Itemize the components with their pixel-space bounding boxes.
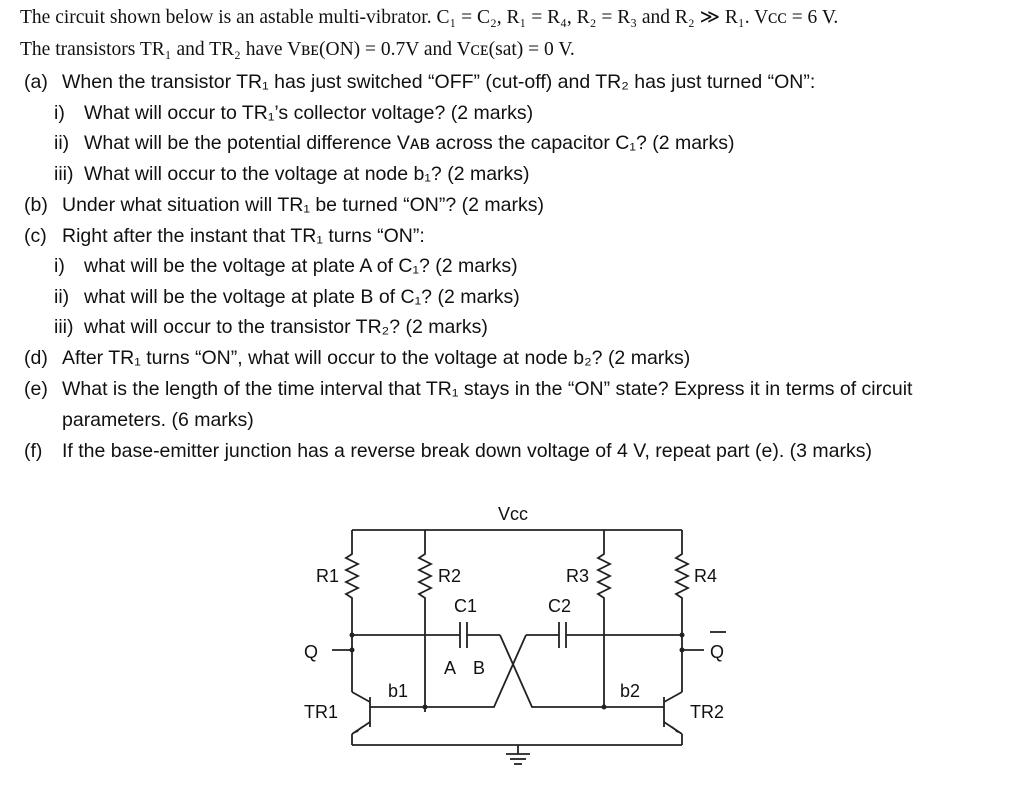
- c1-label: C1: [454, 596, 478, 616]
- cross-wire-to-b2: [500, 635, 604, 707]
- question-a-ii: [54, 131, 735, 155]
- question-a-i: [54, 101, 533, 125]
- intro-line-1: The circuit shown below is an astable multi-vibrator. C₁ = C₂, R₁ = R₄, R₂ = R₃ and R₂ ≫ R₁. Vᴄᴄ = 6 V.: [20, 7, 839, 28]
- junction-dot: [350, 633, 355, 638]
- question-f: [24, 439, 872, 463]
- r1-label: R1: [316, 566, 340, 586]
- question-letter: (b): [24, 194, 48, 216]
- question-c-iii: [54, 315, 488, 339]
- question-letter: (d): [24, 347, 48, 369]
- subquestion-number: ii): [54, 286, 70, 308]
- subquestion-number: ii): [54, 132, 70, 154]
- junction-dot: [680, 648, 685, 653]
- question-letter: (e): [24, 378, 48, 400]
- question-e-continued: parameters. (6 marks): [62, 409, 254, 431]
- question-letter: (a): [24, 71, 48, 93]
- question-text: What is the length of the time interval that TR₁ stays in the “ON” state? Express it in terms of circuit: [62, 378, 913, 400]
- vcc-label: Vcc: [498, 504, 529, 524]
- subquestion-text: what will be the voltage at plate B of C₁? (2 marks): [84, 286, 520, 308]
- r4-label: R4: [694, 566, 718, 586]
- question-a: [24, 70, 815, 94]
- resistor-r3: [598, 530, 610, 622]
- subquestion-text: What will occur to TR₁’s collector voltage? (2 marks): [84, 102, 534, 124]
- plate-a-label: A: [444, 658, 457, 678]
- question-text: Under what situation will TR₁ be turned “ON”? (2 marks): [62, 194, 544, 216]
- tr2-collector-leg: [664, 692, 682, 702]
- question-b: [24, 193, 544, 217]
- subquestion-text: What will be the potential difference Vᴀʙ across the capacitor C₁? (2 marks): [84, 132, 735, 154]
- tr1-label: TR1: [304, 702, 339, 722]
- question-c-i: [54, 254, 518, 278]
- resistor-r2: [419, 530, 431, 622]
- subquestion-text: what will be the voltage at plate A of C₁? (2 marks): [84, 255, 518, 277]
- qbar-label: Q: [710, 642, 725, 662]
- junction-dot: [350, 648, 355, 653]
- question-a-iii: [54, 162, 530, 186]
- subquestion-number: iii): [54, 316, 74, 338]
- question-e: [24, 377, 912, 401]
- question-c: [24, 224, 425, 248]
- question-text: Right after the instant that TR₁ turns “ON”:: [62, 225, 425, 247]
- tr1-collector-leg: [352, 692, 370, 702]
- subquestion-number: i): [54, 255, 65, 277]
- question-text: When the transistor TR₁ has just switched “OFF” (cut-off) and TR₂ has just turned “ON”:: [62, 71, 816, 93]
- resistor-r4: [676, 530, 688, 622]
- question-c-ii: [54, 285, 520, 309]
- subquestion-number: i): [54, 102, 65, 124]
- b2-label: b2: [620, 681, 641, 701]
- r3-label: R3: [566, 566, 590, 586]
- b1-label: b1: [388, 681, 409, 701]
- resistor-r1: [346, 530, 358, 622]
- plate-b-label: B: [473, 658, 486, 678]
- question-text: After TR₁ turns “ON”, what will occur to the voltage at node b₂? (2 marks): [62, 347, 691, 369]
- tr2-label: TR2: [690, 702, 725, 722]
- q-label: Q: [304, 642, 319, 662]
- question-letter: (f): [24, 440, 43, 462]
- subquestion-text: what will occur to the transistor TR₂? (2 marks): [84, 316, 488, 338]
- r2-label: R2: [438, 566, 462, 586]
- question-text: If the base-emitter junction has a reverse break down voltage of 4 V, repeat part (e). (3 marks): [62, 440, 873, 462]
- circuit-svg: [270, 492, 790, 785]
- question-d: [24, 346, 690, 370]
- intro-line-2: The transistors TR₁ and TR₂ have Vʙᴇ(ON) = 0.7V and Vᴄᴇ(sat) = 0 V.: [20, 39, 575, 60]
- subquestion-text: What will occur to the voltage at node b₁? (2 marks): [84, 163, 530, 185]
- astable-multivibrator-circuit: [270, 492, 790, 785]
- c2-label: C2: [548, 596, 572, 616]
- subquestion-number: iii): [54, 163, 74, 185]
- question-letter: (c): [24, 225, 47, 247]
